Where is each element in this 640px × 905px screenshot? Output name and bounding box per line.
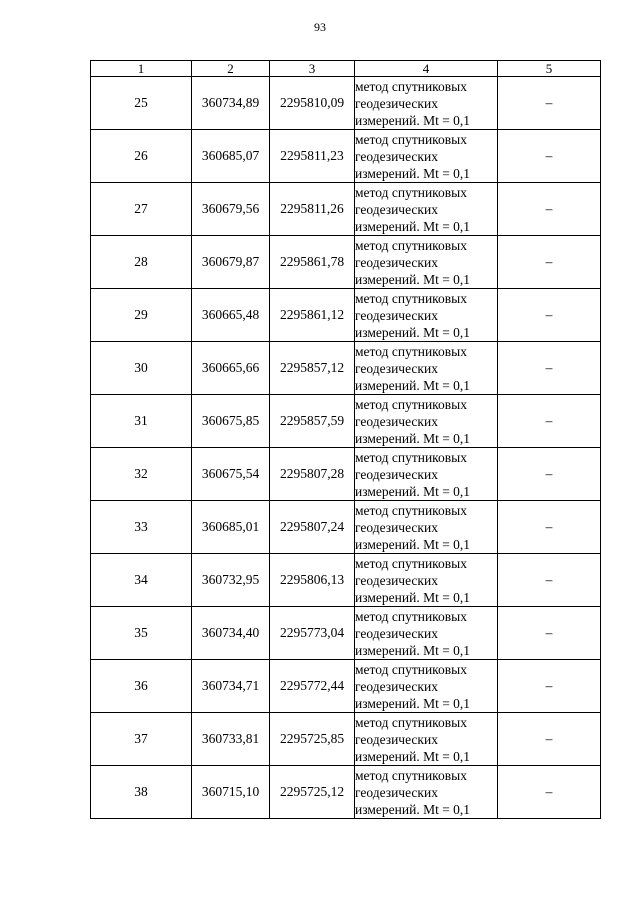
x-coordinate-cell: 360715,10 <box>192 766 270 819</box>
point-number-cell: 36 <box>91 660 192 713</box>
table-row <box>91 766 601 819</box>
method-cell <box>355 183 498 236</box>
table-row <box>91 713 601 766</box>
method-cell <box>355 395 498 448</box>
point-number-cell: 31 <box>91 395 192 448</box>
note-cell: – <box>498 130 601 183</box>
method-cell <box>355 766 498 819</box>
method-cell <box>355 660 498 713</box>
method-line: геодезических <box>355 254 438 270</box>
method-line: геодезических <box>355 148 438 164</box>
header-cell-1: 1 <box>91 61 192 77</box>
table-row <box>91 289 601 342</box>
method-line: измерений. Mt = 0,1 <box>355 271 471 287</box>
header-cell-3: 3 <box>270 61 355 77</box>
method-cell <box>355 236 498 289</box>
table-row <box>91 183 601 236</box>
method-line: измерений. Mt = 0,1 <box>355 218 471 234</box>
x-coordinate-cell: 360685,07 <box>192 130 270 183</box>
table-row <box>91 395 601 448</box>
method-cell <box>355 501 498 554</box>
x-coordinate-cell: 360734,40 <box>192 607 270 660</box>
note-cell: – <box>498 660 601 713</box>
note-cell: – <box>498 395 601 448</box>
method-line: геодезических <box>355 360 438 376</box>
method-line: метод спутниковых <box>355 502 467 518</box>
method-line: метод спутниковых <box>355 290 467 306</box>
coordinates-table <box>90 60 601 819</box>
header-row <box>91 61 601 77</box>
method-line: метод спутниковых <box>355 449 467 465</box>
method-line: метод спутниковых <box>355 767 467 783</box>
x-coordinate-cell: 360675,54 <box>192 448 270 501</box>
y-coordinate-cell: 2295857,59 <box>270 395 355 448</box>
header-cell-2: 2 <box>192 61 270 77</box>
method-cell <box>355 448 498 501</box>
note-cell: – <box>498 183 601 236</box>
method-line: метод спутниковых <box>355 396 467 412</box>
x-coordinate-cell: 360665,66 <box>192 342 270 395</box>
method-line: измерений. Mt = 0,1 <box>355 748 471 764</box>
note-cell: – <box>498 342 601 395</box>
point-number-cell: 37 <box>91 713 192 766</box>
x-coordinate-cell: 360733,81 <box>192 713 270 766</box>
method-line: измерений. Mt = 0,1 <box>355 377 471 393</box>
y-coordinate-cell: 2295807,28 <box>270 448 355 501</box>
y-coordinate-cell: 2295811,26 <box>270 183 355 236</box>
method-cell <box>355 554 498 607</box>
method-line: метод спутниковых <box>355 555 467 571</box>
point-number-cell: 35 <box>91 607 192 660</box>
point-number-cell: 29 <box>91 289 192 342</box>
point-number-cell: 25 <box>91 77 192 130</box>
point-number-cell: 38 <box>91 766 192 819</box>
x-coordinate-cell: 360685,01 <box>192 501 270 554</box>
y-coordinate-cell: 2295725,12 <box>270 766 355 819</box>
point-number-cell: 27 <box>91 183 192 236</box>
note-cell: – <box>498 236 601 289</box>
method-line: измерений. Mt = 0,1 <box>355 536 471 552</box>
page-number: 93 <box>314 20 326 34</box>
note-cell: – <box>498 713 601 766</box>
method-line: геодезических <box>355 731 438 747</box>
table-row <box>91 660 601 713</box>
method-line: измерений. Mt = 0,1 <box>355 165 471 181</box>
point-number-cell: 30 <box>91 342 192 395</box>
method-cell <box>355 713 498 766</box>
method-line: геодезических <box>355 201 438 217</box>
x-coordinate-cell: 360665,48 <box>192 289 270 342</box>
table-row <box>91 342 601 395</box>
table-row <box>91 607 601 660</box>
y-coordinate-cell: 2295773,04 <box>270 607 355 660</box>
x-coordinate-cell: 360679,56 <box>192 183 270 236</box>
y-coordinate-cell: 2295725,85 <box>270 713 355 766</box>
method-line: измерений. Mt = 0,1 <box>355 483 471 499</box>
y-coordinate-cell: 2295857,12 <box>270 342 355 395</box>
point-number-cell: 26 <box>91 130 192 183</box>
y-coordinate-cell: 2295772,44 <box>270 660 355 713</box>
method-line: метод спутниковых <box>355 343 467 359</box>
method-line: геодезических <box>355 625 438 641</box>
method-line: геодезических <box>355 572 438 588</box>
method-line: метод спутниковых <box>355 714 467 730</box>
point-number-cell: 33 <box>91 501 192 554</box>
y-coordinate-cell: 2295806,13 <box>270 554 355 607</box>
y-coordinate-cell: 2295861,12 <box>270 289 355 342</box>
method-line: измерений. Mt = 0,1 <box>355 801 471 817</box>
table-header <box>91 61 601 77</box>
table-row <box>91 554 601 607</box>
method-line: метод спутниковых <box>355 78 467 94</box>
header-cell-5: 5 <box>498 61 601 77</box>
note-cell: – <box>498 766 601 819</box>
method-line: метод спутниковых <box>355 661 467 677</box>
point-number-cell: 34 <box>91 554 192 607</box>
method-cell <box>355 342 498 395</box>
method-cell <box>355 130 498 183</box>
table-row <box>91 501 601 554</box>
method-line: измерений. Mt = 0,1 <box>355 642 471 658</box>
header-cell-4: 4 <box>355 61 498 77</box>
y-coordinate-cell: 2295810,09 <box>270 77 355 130</box>
table-row <box>91 130 601 183</box>
x-coordinate-cell: 360734,89 <box>192 77 270 130</box>
x-coordinate-cell: 360679,87 <box>192 236 270 289</box>
x-coordinate-cell: 360732,95 <box>192 554 270 607</box>
method-line: геодезических <box>355 413 438 429</box>
method-line: геодезических <box>355 519 438 535</box>
point-number-cell: 28 <box>91 236 192 289</box>
table-row <box>91 236 601 289</box>
method-line: метод спутниковых <box>355 608 467 624</box>
method-line: геодезических <box>355 307 438 323</box>
method-line: измерений. Mt = 0,1 <box>355 695 471 711</box>
note-cell: – <box>498 554 601 607</box>
y-coordinate-cell: 2295807,24 <box>270 501 355 554</box>
method-line: метод спутниковых <box>355 237 467 253</box>
note-cell: – <box>498 77 601 130</box>
method-line: измерений. Mt = 0,1 <box>355 589 471 605</box>
method-line: измерений. Mt = 0,1 <box>355 112 471 128</box>
note-cell: – <box>498 501 601 554</box>
method-cell <box>355 77 498 130</box>
y-coordinate-cell: 2295861,78 <box>270 236 355 289</box>
x-coordinate-cell: 360675,85 <box>192 395 270 448</box>
note-cell: – <box>498 289 601 342</box>
method-line: геодезических <box>355 95 438 111</box>
table-body <box>91 77 601 819</box>
method-line: метод спутниковых <box>355 184 467 200</box>
method-line: измерений. Mt = 0,1 <box>355 430 471 446</box>
method-line: геодезических <box>355 784 438 800</box>
y-coordinate-cell: 2295811,23 <box>270 130 355 183</box>
method-line: геодезических <box>355 678 438 694</box>
point-number-cell: 32 <box>91 448 192 501</box>
note-cell: – <box>498 448 601 501</box>
method-line: геодезических <box>355 466 438 482</box>
x-coordinate-cell: 360734,71 <box>192 660 270 713</box>
method-line: измерений. Mt = 0,1 <box>355 324 471 340</box>
method-cell <box>355 289 498 342</box>
table-row <box>91 77 601 130</box>
note-cell: – <box>498 607 601 660</box>
method-line: метод спутниковых <box>355 131 467 147</box>
table-row <box>91 448 601 501</box>
method-cell <box>355 607 498 660</box>
